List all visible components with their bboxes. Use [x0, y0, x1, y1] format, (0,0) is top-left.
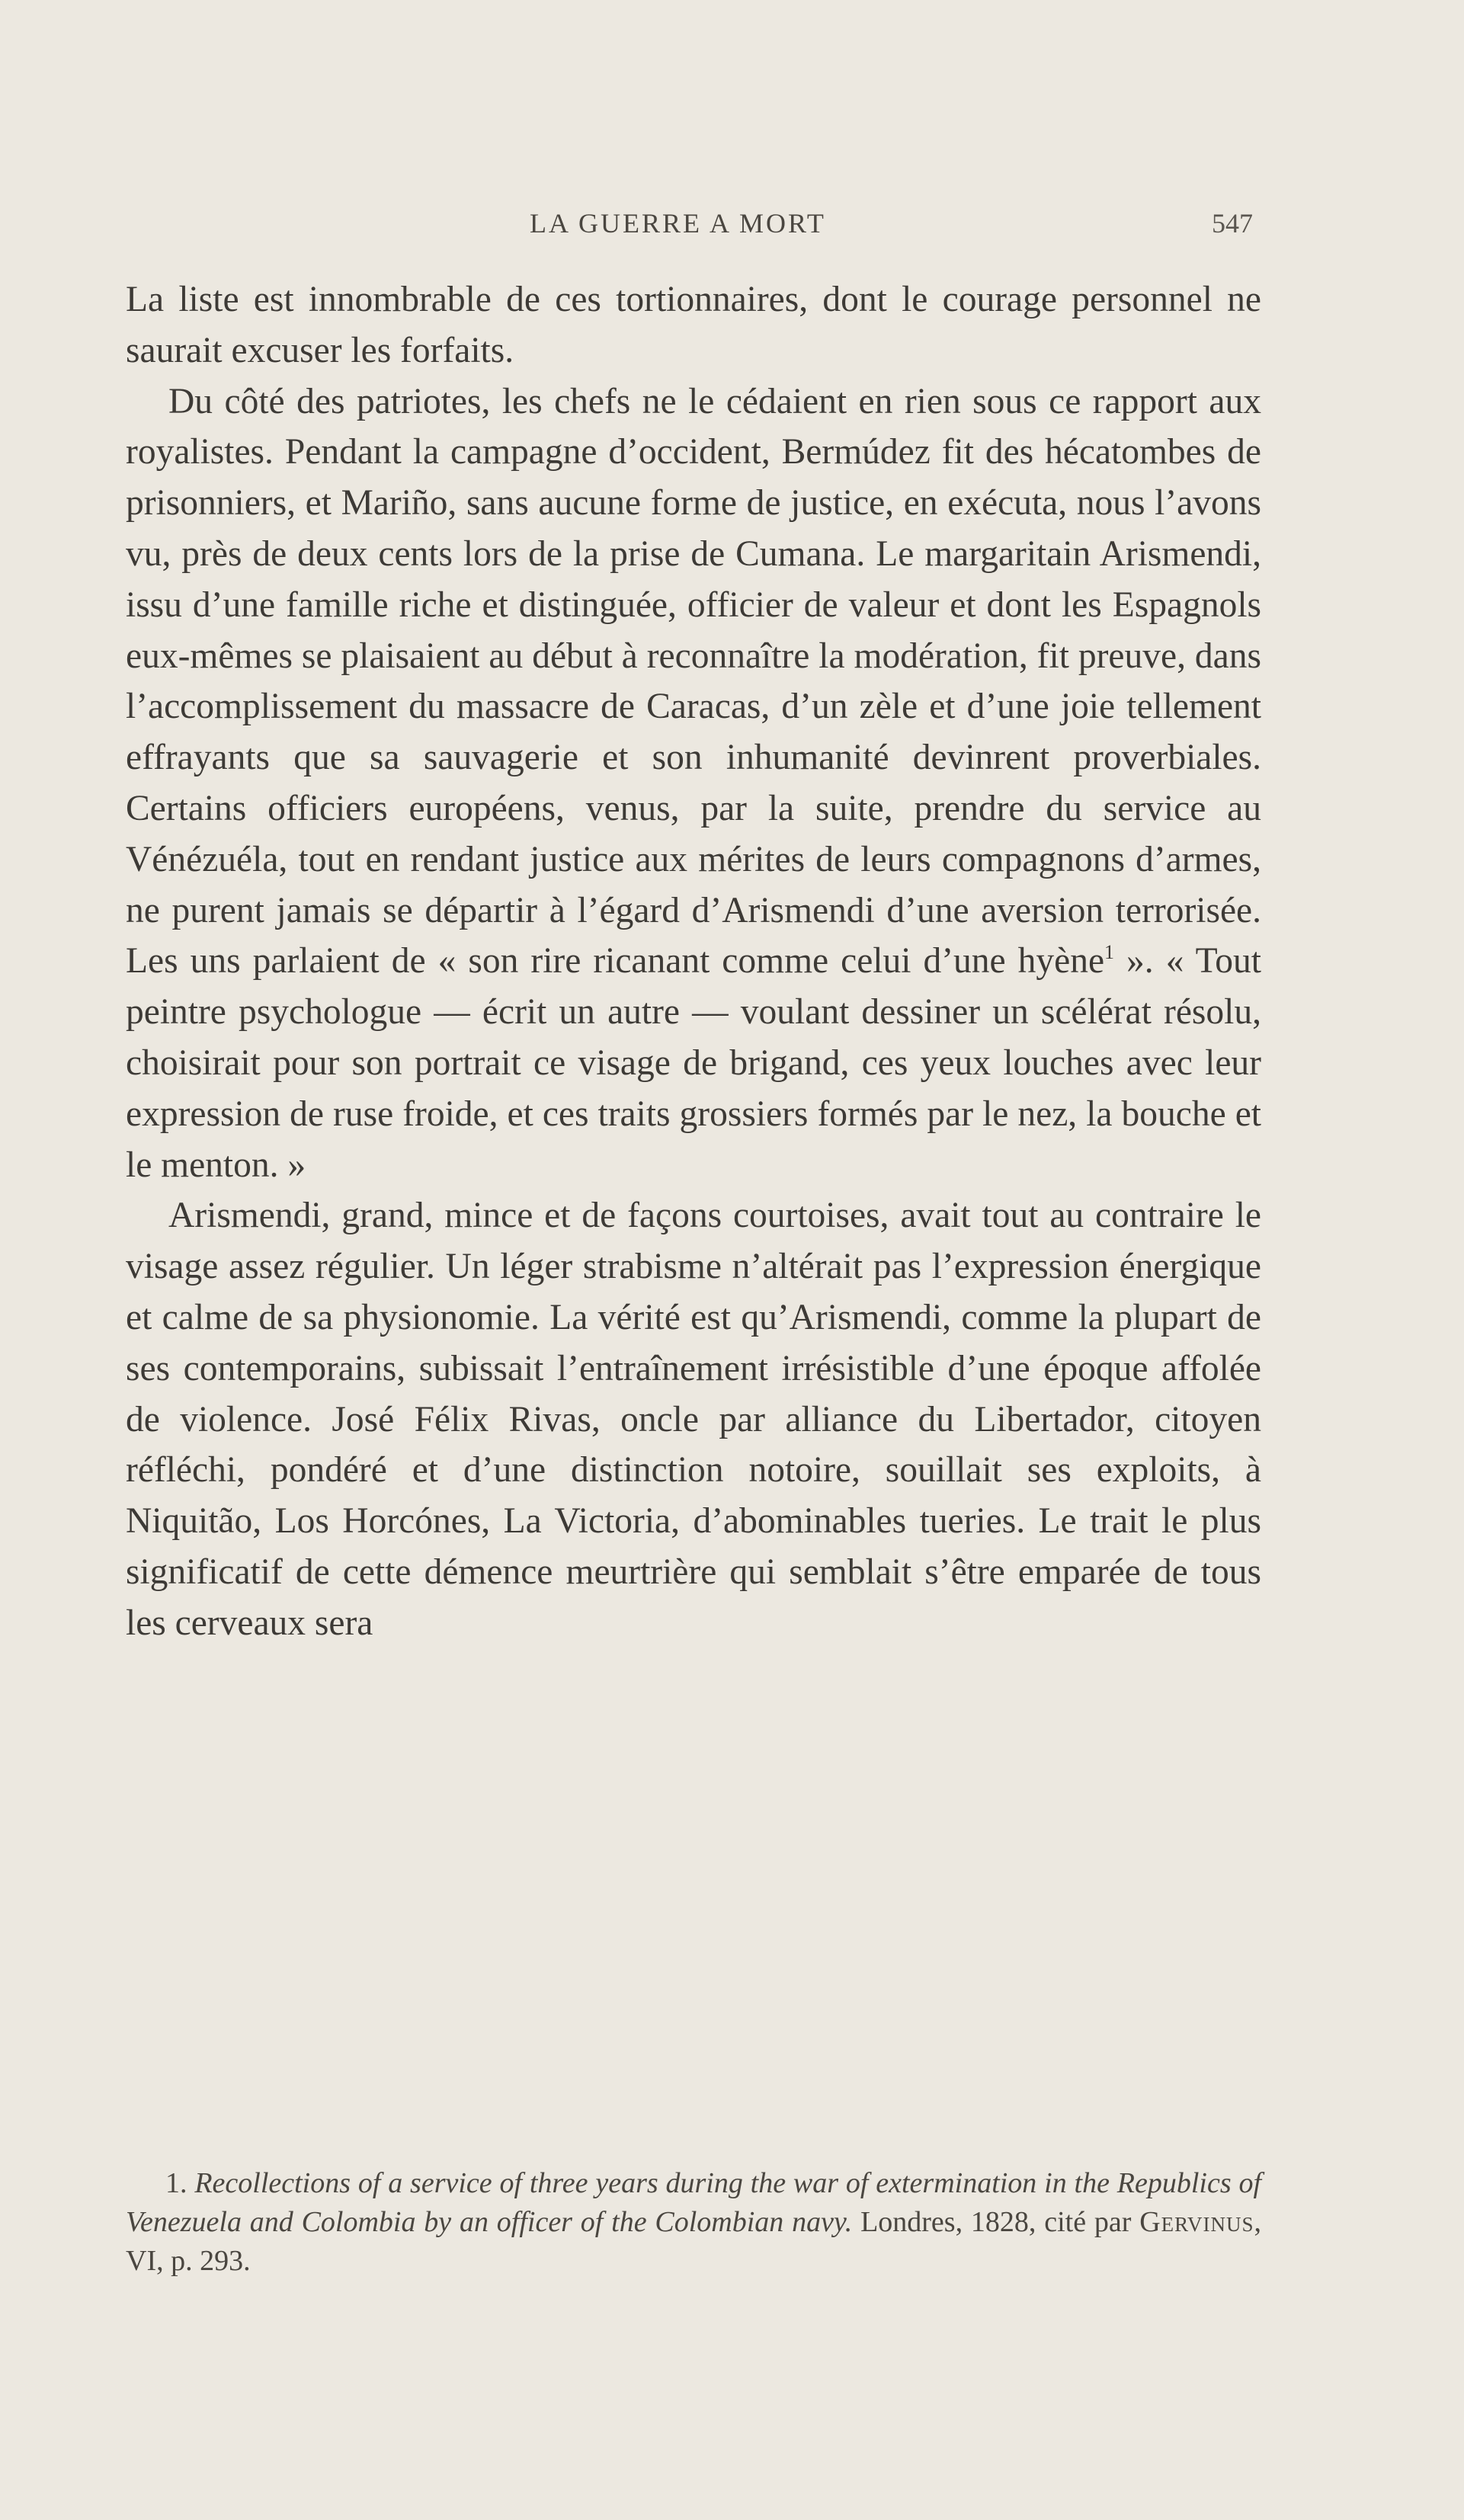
footnote-ref: , VI, p. 293.: [126, 2206, 1261, 2277]
paragraph-2-continued: ». « Tout peintre psychologue — écrit un autre — voulant dessiner un scélérat résolu, choisirait pour son portrait ce visage de brigand, ces yeux louches avec leur expression de ruse froide, et ces traits grossiers formés par le nez, la bouche et le menton. »: [126, 941, 1261, 1185]
running-head-title: LA GUERRE A MORT: [530, 208, 826, 239]
body-text: [126, 274, 1261, 1649]
paragraph-2: [126, 376, 1261, 1191]
footnote-title: Recollections of a service of three years during the war of extermination in the Republics of Venezuela and Colombia by an officer of the Colombian navy.: [126, 2167, 1261, 2238]
running-head: [0, 207, 1464, 245]
paragraph-2-text: Du côté des patriotes, les chefs ne le cédaient en rien sous ce rapport aux royalistes. Pendant la campagne d’occident, Bermúdez fit des hécatombes de prisonniers, et Mariño, sans aucune forme de justice, en exécuta, nous l’avons vu, près de deux cents lors de la prise de Cumana. Le margaritain Arismendi, issu d’une famille riche et distinguée, officier de valeur et dont les Espagnols eux-mêmes se plaisaient au début à reconnaître la modération, fit preuve, dans l’accomplissement du massacre de Caracas, d’un zèle et d’une joie tellement effrayants que sa sauvagerie et son inhumanité devinrent proverbiales. Certains officiers européens, venus, par la suite, prendre du service au Vénézuéla, tout en rendant justice aux mérites de leurs compagnons d’armes, ne purent jamais se départir à l’égard d’Arismendi d’une aversion terrorisée. Les uns parlaient de « son rire ricanant comme celui d’une hyène: [126, 381, 1261, 981]
footnote-place: Londres, 1828, cité par: [860, 2206, 1132, 2238]
footnote-number: 1.: [165, 2167, 187, 2199]
paragraph-1: La liste est innombrable de ces tortionnaires, dont le courage personnel ne saurait excuser les forfaits.: [126, 280, 1261, 370]
footnote-author: Gervinus: [1139, 2206, 1254, 2238]
footnote-reference: 1: [1104, 941, 1115, 964]
page-number: 547: [1212, 208, 1253, 239]
footnote: [126, 2164, 1261, 2281]
paragraph-3: Arismendi, grand, mince et de façons courtoises, avait tout au contraire le visage assez régulier. Un léger strabisme n’altérait pas l’expression énergique et calme de sa physionomie. La vérité est qu’Arismendi, comme la plupart de ses contemporains, subissait l’entraînement irrésistible d’une époque affolée de violence. José Félix Rivas, oncle par alliance du Libertador, citoyen réfléchi, pondéré et d’une distinction notoire, souillait ses exploits, à Niquitão, Los Horcónes, La Victoria, d’abominables tueries. Le trait le plus significatif de cette démence meurtrière qui semblait s’être emparée de tous les cerveaux sera: [126, 1196, 1261, 1643]
